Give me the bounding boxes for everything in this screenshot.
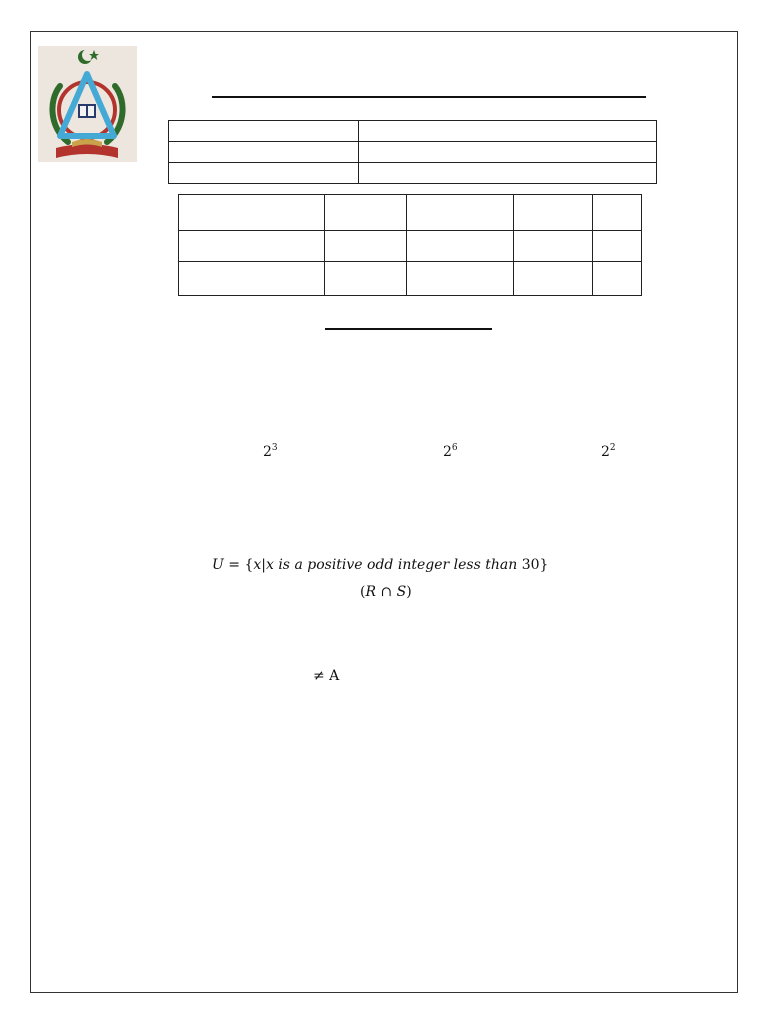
power-base: 2 — [263, 444, 272, 460]
table-cell — [325, 195, 407, 231]
set-symbol: U — [212, 557, 224, 573]
table-row — [169, 163, 657, 184]
marks-table — [178, 194, 642, 296]
set-r: R — [365, 584, 377, 600]
power-base: 2 — [601, 444, 610, 460]
power-exponent: 2 — [609, 443, 616, 453]
power-base: 2 — [443, 444, 452, 460]
table-cell — [593, 195, 642, 231]
set-bound: 30 — [521, 557, 540, 573]
power-exponent: 3 — [271, 443, 278, 453]
table-cell — [325, 262, 407, 296]
table-row — [179, 231, 642, 262]
set-bar: | — [261, 557, 266, 573]
section-underline — [325, 328, 492, 330]
power-exponent: 6 — [451, 443, 458, 453]
table-cell — [407, 195, 514, 231]
title-underline — [212, 96, 646, 98]
table-row — [179, 195, 642, 231]
paren-close: ) — [406, 584, 412, 600]
table-row — [169, 121, 657, 142]
table-cell — [325, 231, 407, 262]
table-cell — [179, 231, 325, 262]
table-cell — [179, 262, 325, 296]
table-cell — [169, 163, 359, 184]
power-expression — [263, 444, 278, 460]
table-cell — [514, 262, 593, 296]
set-close: } — [539, 557, 549, 573]
table-cell — [593, 231, 642, 262]
table-cell — [169, 121, 359, 142]
table-cell — [179, 195, 325, 231]
set-s: S — [396, 584, 407, 600]
set-definition — [212, 557, 548, 573]
set-variable: x — [253, 557, 262, 573]
power-expression — [443, 444, 458, 460]
table-cell — [593, 262, 642, 296]
table-cell — [359, 142, 657, 163]
table-row — [169, 142, 657, 163]
table-cell — [407, 231, 514, 262]
table-row — [179, 262, 642, 296]
table-cell — [359, 163, 657, 184]
table-cell — [169, 142, 359, 163]
not-equal-expression: ≠ A — [313, 668, 340, 684]
table-cell — [407, 262, 514, 296]
info-table — [168, 120, 657, 184]
power-expression — [601, 444, 616, 460]
crest-emblem-icon — [38, 46, 137, 162]
paren-open: ( — [360, 584, 366, 600]
table-cell — [359, 121, 657, 142]
intersection-expression — [360, 584, 412, 600]
set-condition: x is a positive odd integer less than — [265, 557, 522, 573]
intersection-symbol: ∩ — [376, 584, 397, 600]
set-equals: = { — [223, 557, 254, 573]
table-cell — [514, 231, 593, 262]
table-cell — [514, 195, 593, 231]
